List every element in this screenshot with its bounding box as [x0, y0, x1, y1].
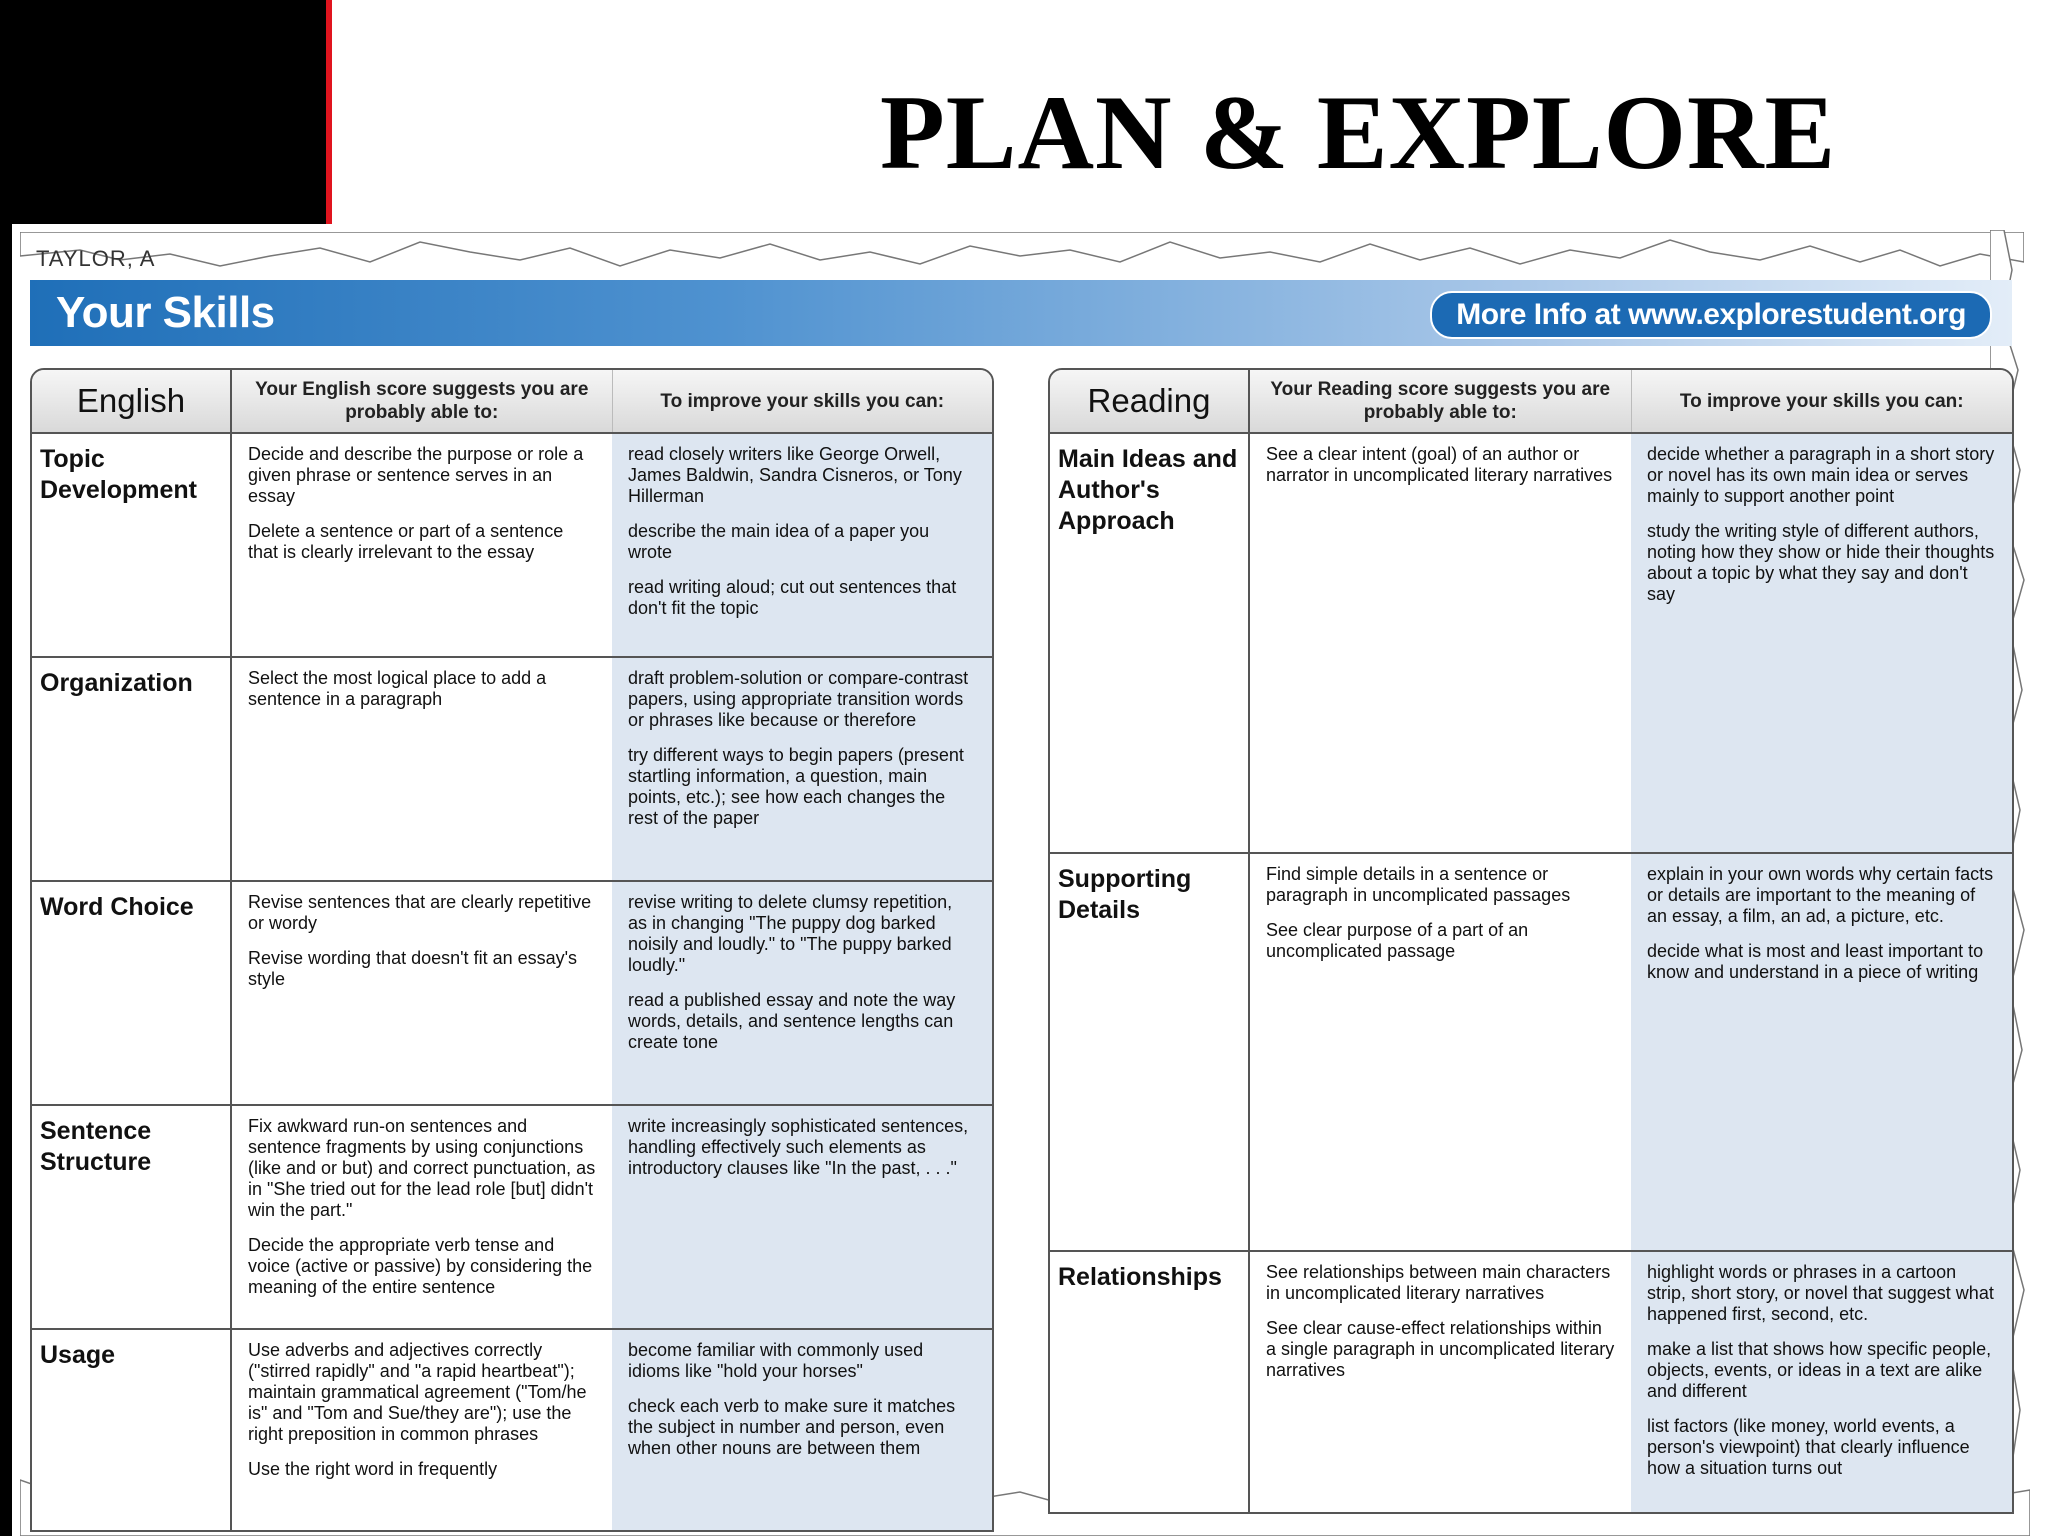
improve-item: make a list that shows how specific people, objects, events, or ideas in a text are alike and different [1647, 1339, 1992, 1401]
student-name: TAYLOR, A [36, 246, 156, 271]
skill-name: Word Choice [32, 882, 232, 1104]
improve-item: decide what is most and least important to know and understand in a piece of writing [1647, 941, 1984, 982]
english-subject-header: English [32, 370, 232, 432]
improve-item: read a published essay and note the way words, details, and sentence lengths can create tone [628, 990, 956, 1052]
improve-cell [1631, 1252, 2012, 1512]
english-able-header: Your English score suggests you are probably able to: [255, 379, 589, 423]
torn-top-edge [20, 232, 2024, 282]
skill-name: Relationships [1050, 1252, 1250, 1512]
able-item: Use the right word in frequently [248, 1459, 498, 1479]
improve-item: draft problem-solution or compare-contrast papers, using appropriate transition words or phrases like because or therefore [628, 668, 969, 730]
slide-corner-accent [326, 0, 332, 224]
able-cell [232, 1106, 612, 1328]
able-item: Decide and describe the purpose or role a given phrase or sentence serves in an essay [248, 444, 584, 506]
table-row [1050, 854, 2012, 1252]
skill-name: Supporting Details [1050, 854, 1250, 1250]
skill-name: Topic Development [32, 434, 232, 656]
table-row [32, 434, 992, 658]
english-table-header [32, 370, 992, 434]
improve-cell [1631, 434, 2012, 852]
skill-name: Organization [32, 658, 232, 880]
reading-able-header: Your Reading score suggests you are probably able to: [1270, 379, 1611, 423]
able-item: Fix awkward run-on sentences and sentence fragments by using conjunctions (like and or but) and correct punctuation, as in "She tried out for the lead role [but] didn't win the part." [248, 1116, 596, 1220]
improve-cell [612, 882, 992, 1104]
skills-banner [30, 280, 2012, 346]
more-info-link[interactable]: More Info at www.explorestudent.org [1430, 291, 1992, 339]
slide-left-edge [0, 224, 12, 1536]
improve-item: revise writing to delete clumsy repetition, as in changing "The puppy dog barked noisily and loudly." to "The puppy barked loudly." [628, 892, 953, 975]
improve-item: explain in your own words why certain facts or details are important to the meaning of an essay, a film, an ad, a picture, etc. [1647, 864, 1994, 926]
english-skills-table [30, 368, 994, 1532]
english-improve-header: To improve your skills you can: [612, 370, 993, 432]
improve-item: read closely writers like George Orwell, James Baldwin, Sandra Cisneros, or Tony Hillerman [628, 444, 962, 506]
skill-name: Main Ideas and Author's Approach [1050, 434, 1250, 852]
able-cell [1250, 1252, 1631, 1512]
able-item: Revise wording that doesn't fit an essay's style [248, 948, 578, 989]
able-item: See a clear intent (goal) of an author or narrator in uncomplicated literary narratives [1266, 444, 1613, 485]
slide-corner-block [0, 0, 326, 224]
improve-cell [612, 1330, 992, 1530]
reading-table-header [1050, 370, 2012, 434]
improve-item: try different ways to begin papers (present startling information, a question, main points, etc.); see how each changes the rest of the paper [628, 745, 964, 828]
table-row [32, 1106, 992, 1330]
improve-item: read writing aloud; cut out sentences that don't fit the topic [628, 577, 957, 618]
able-cell [1250, 854, 1631, 1250]
able-cell [232, 434, 612, 656]
improve-cell [1631, 854, 2012, 1250]
improve-item: check each verb to make sure it matches the subject in number and person, even when other nouns are between them [628, 1396, 956, 1458]
improve-item: list factors (like money, world events, a person's viewpoint) that clearly influence how a situation turns out [1647, 1416, 1970, 1478]
improve-item: write increasingly sophisticated sentences, handling effectively such elements as introductory clauses like "In the past, . . ." [628, 1116, 969, 1178]
table-row [32, 882, 992, 1106]
improve-item: decide whether a paragraph in a short story or novel has its own main idea or serves mainly to support another point [1647, 444, 1995, 506]
table-row [1050, 434, 2012, 854]
improve-cell [612, 434, 992, 656]
improve-item: describe the main idea of a paper you wrote [628, 521, 930, 562]
able-item: See clear cause-effect relationships within a single paragraph in uncomplicated literary narratives [1266, 1318, 1615, 1380]
able-item: Select the most logical place to add a sentence in a paragraph [248, 668, 547, 709]
improve-item: highlight words or phrases in a cartoon strip, short story, or novel that suggest what happened first, second, etc. [1647, 1262, 1994, 1324]
able-item: Use adverbs and adjectives correctly ("stirred rapidly" and "a rapid heartbeat"); maintain grammatical agreement ("Tom/he is" and "Tom and Sue/they are"); use the right preposition in common phrases [248, 1340, 587, 1444]
reading-subject-header: Reading [1050, 370, 1250, 432]
able-item: Find simple details in a sentence or paragraph in uncomplicated passages [1266, 864, 1571, 905]
able-item: Revise sentences that are clearly repetitive or wordy [248, 892, 592, 933]
improve-item: become familiar with commonly used idioms like "hold your horses" [628, 1340, 924, 1381]
able-item: See clear purpose of a part of an uncomplicated passage [1266, 920, 1529, 961]
table-row [1050, 1252, 2012, 1512]
able-item: Decide the appropriate verb tense and voice (active or passive) by considering the meaning of the entire sentence [248, 1235, 593, 1297]
table-row [32, 1330, 992, 1530]
able-cell [1250, 434, 1631, 852]
improve-cell [612, 658, 992, 880]
skill-name: Usage [32, 1330, 232, 1530]
skills-banner-title: Your Skills [56, 288, 275, 337]
able-cell [232, 658, 612, 880]
improve-item: study the writing style of different authors, noting how they show or hide their thoughts about a topic by what they say and don't say [1647, 521, 1995, 604]
able-cell [232, 1330, 612, 1530]
able-item: Delete a sentence or part of a sentence that is clearly irrelevant to the essay [248, 521, 564, 562]
slide-title: PLAN & EXPLORE [880, 74, 1837, 191]
improve-cell [612, 1106, 992, 1328]
able-item: See relationships between main characters in uncomplicated literary narratives [1266, 1262, 1611, 1303]
able-cell [232, 882, 612, 1104]
skill-name: Sentence Structure [32, 1106, 232, 1328]
reading-skills-table [1048, 368, 2014, 1514]
reading-improve-header: To improve your skills you can: [1631, 370, 2013, 432]
slide-bottom-tab [0, 1500, 10, 1536]
table-row [32, 658, 992, 882]
